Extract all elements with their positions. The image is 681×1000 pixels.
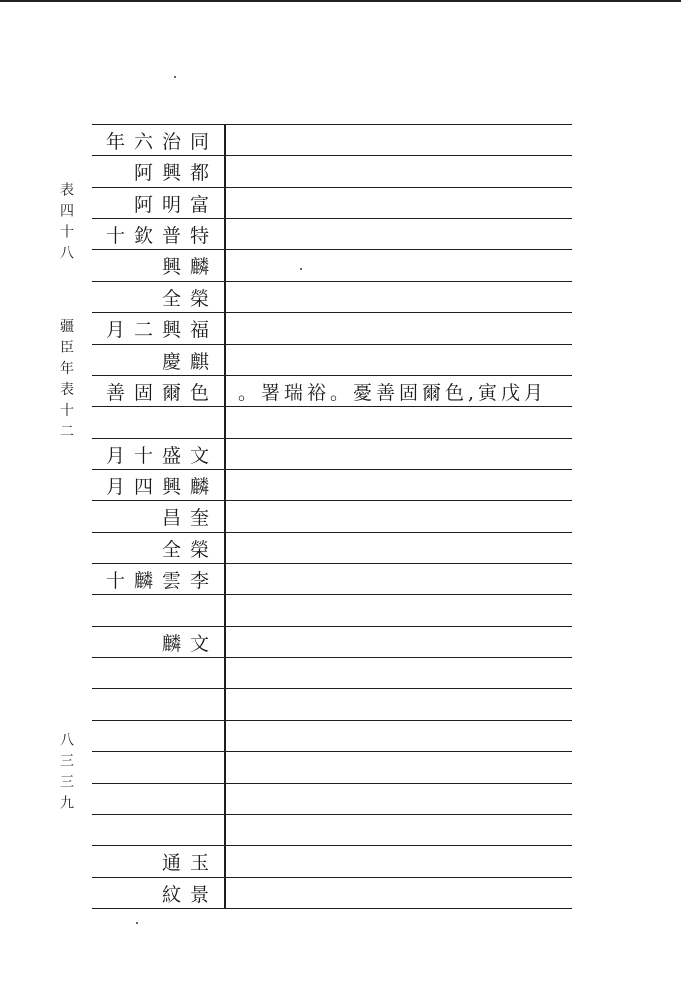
official-name-cell	[92, 250, 222, 281]
margin-subtitle-text: 疆臣年表十二	[58, 318, 74, 445]
event-note-cell	[238, 689, 572, 720]
event-note-cell	[238, 721, 572, 752]
official-name-cell	[92, 878, 222, 909]
official-name-text: 奎昌	[161, 507, 218, 529]
official-name-cell	[92, 627, 222, 658]
official-name-text: 特普欽十	[105, 225, 218, 247]
official-name-text: 福興二月	[105, 319, 218, 341]
official-name-text: 都興阿	[133, 162, 218, 184]
event-note-cell	[238, 846, 572, 877]
official-name-text: 麟興	[161, 256, 218, 278]
event-note-cell	[238, 313, 572, 344]
official-name-cell	[92, 784, 222, 815]
event-note-cell	[238, 501, 572, 532]
event-note-cell	[238, 533, 572, 564]
event-note-cell	[238, 815, 572, 846]
event-note-cell	[238, 658, 572, 689]
event-note-cell	[238, 219, 572, 250]
official-name-text: 麟興四月	[105, 476, 218, 498]
speck	[136, 922, 138, 924]
official-name-text: 同治六年	[105, 131, 218, 153]
official-name-cell	[92, 439, 222, 470]
event-note-cell	[238, 407, 572, 438]
event-note-cell	[238, 282, 572, 313]
event-note-cell	[238, 752, 572, 783]
official-name-cell	[92, 846, 222, 877]
event-note-cell	[238, 250, 572, 281]
official-name-text: 色爾固善	[105, 382, 218, 404]
margin-page-number	[58, 732, 74, 816]
official-name-text: 麒慶	[161, 351, 218, 373]
official-name-cell	[92, 815, 222, 846]
official-name-cell	[92, 188, 222, 219]
event-note-cell	[238, 439, 572, 470]
event-note-cell	[238, 156, 572, 187]
speck	[174, 76, 176, 78]
official-name-cell	[92, 470, 222, 501]
event-note-cell	[238, 470, 572, 501]
page-top-edge	[0, 0, 681, 2]
official-name-text: 榮全	[161, 288, 218, 310]
official-name-cell	[92, 125, 222, 156]
event-note-text: 月戊寅,色爾固善憂。裕瑞署。	[238, 382, 548, 404]
official-name-text: 文麟	[161, 633, 218, 655]
official-name-cell	[92, 407, 222, 438]
official-name-text: 榮全	[161, 539, 218, 561]
page-number-text: 八三三九	[58, 732, 74, 816]
event-note-cell	[238, 345, 572, 376]
official-name-cell	[92, 376, 222, 407]
official-name-text: 玉通	[161, 852, 218, 874]
event-note-cell	[238, 595, 572, 626]
column-divider	[224, 124, 226, 908]
event-note-cell	[238, 376, 572, 407]
event-note-cell	[238, 125, 572, 156]
official-name-cell	[92, 345, 222, 376]
event-note-cell	[238, 878, 572, 909]
official-name-cell	[92, 721, 222, 752]
official-name-cell	[92, 282, 222, 313]
official-name-cell	[92, 658, 222, 689]
official-name-cell	[92, 689, 222, 720]
official-name-cell	[92, 501, 222, 532]
official-name-cell	[92, 595, 222, 626]
official-name-cell	[92, 533, 222, 564]
margin-table-title	[58, 182, 74, 445]
event-note-cell	[238, 627, 572, 658]
official-name-text: 景紋	[161, 884, 218, 906]
official-name-cell	[92, 313, 222, 344]
margin-title-text: 表四十八	[58, 182, 74, 266]
official-name-cell	[92, 564, 222, 595]
event-note-cell	[238, 564, 572, 595]
official-name-cell	[92, 219, 222, 250]
official-roster-table	[92, 124, 572, 908]
official-name-cell	[92, 156, 222, 187]
official-name-cell	[92, 752, 222, 783]
event-note-cell	[238, 784, 572, 815]
official-name-text: 李雲麟十	[105, 570, 218, 592]
official-name-text: 文盛十月	[105, 445, 218, 467]
official-name-text: 富明阿	[133, 194, 218, 216]
event-note-cell	[238, 188, 572, 219]
